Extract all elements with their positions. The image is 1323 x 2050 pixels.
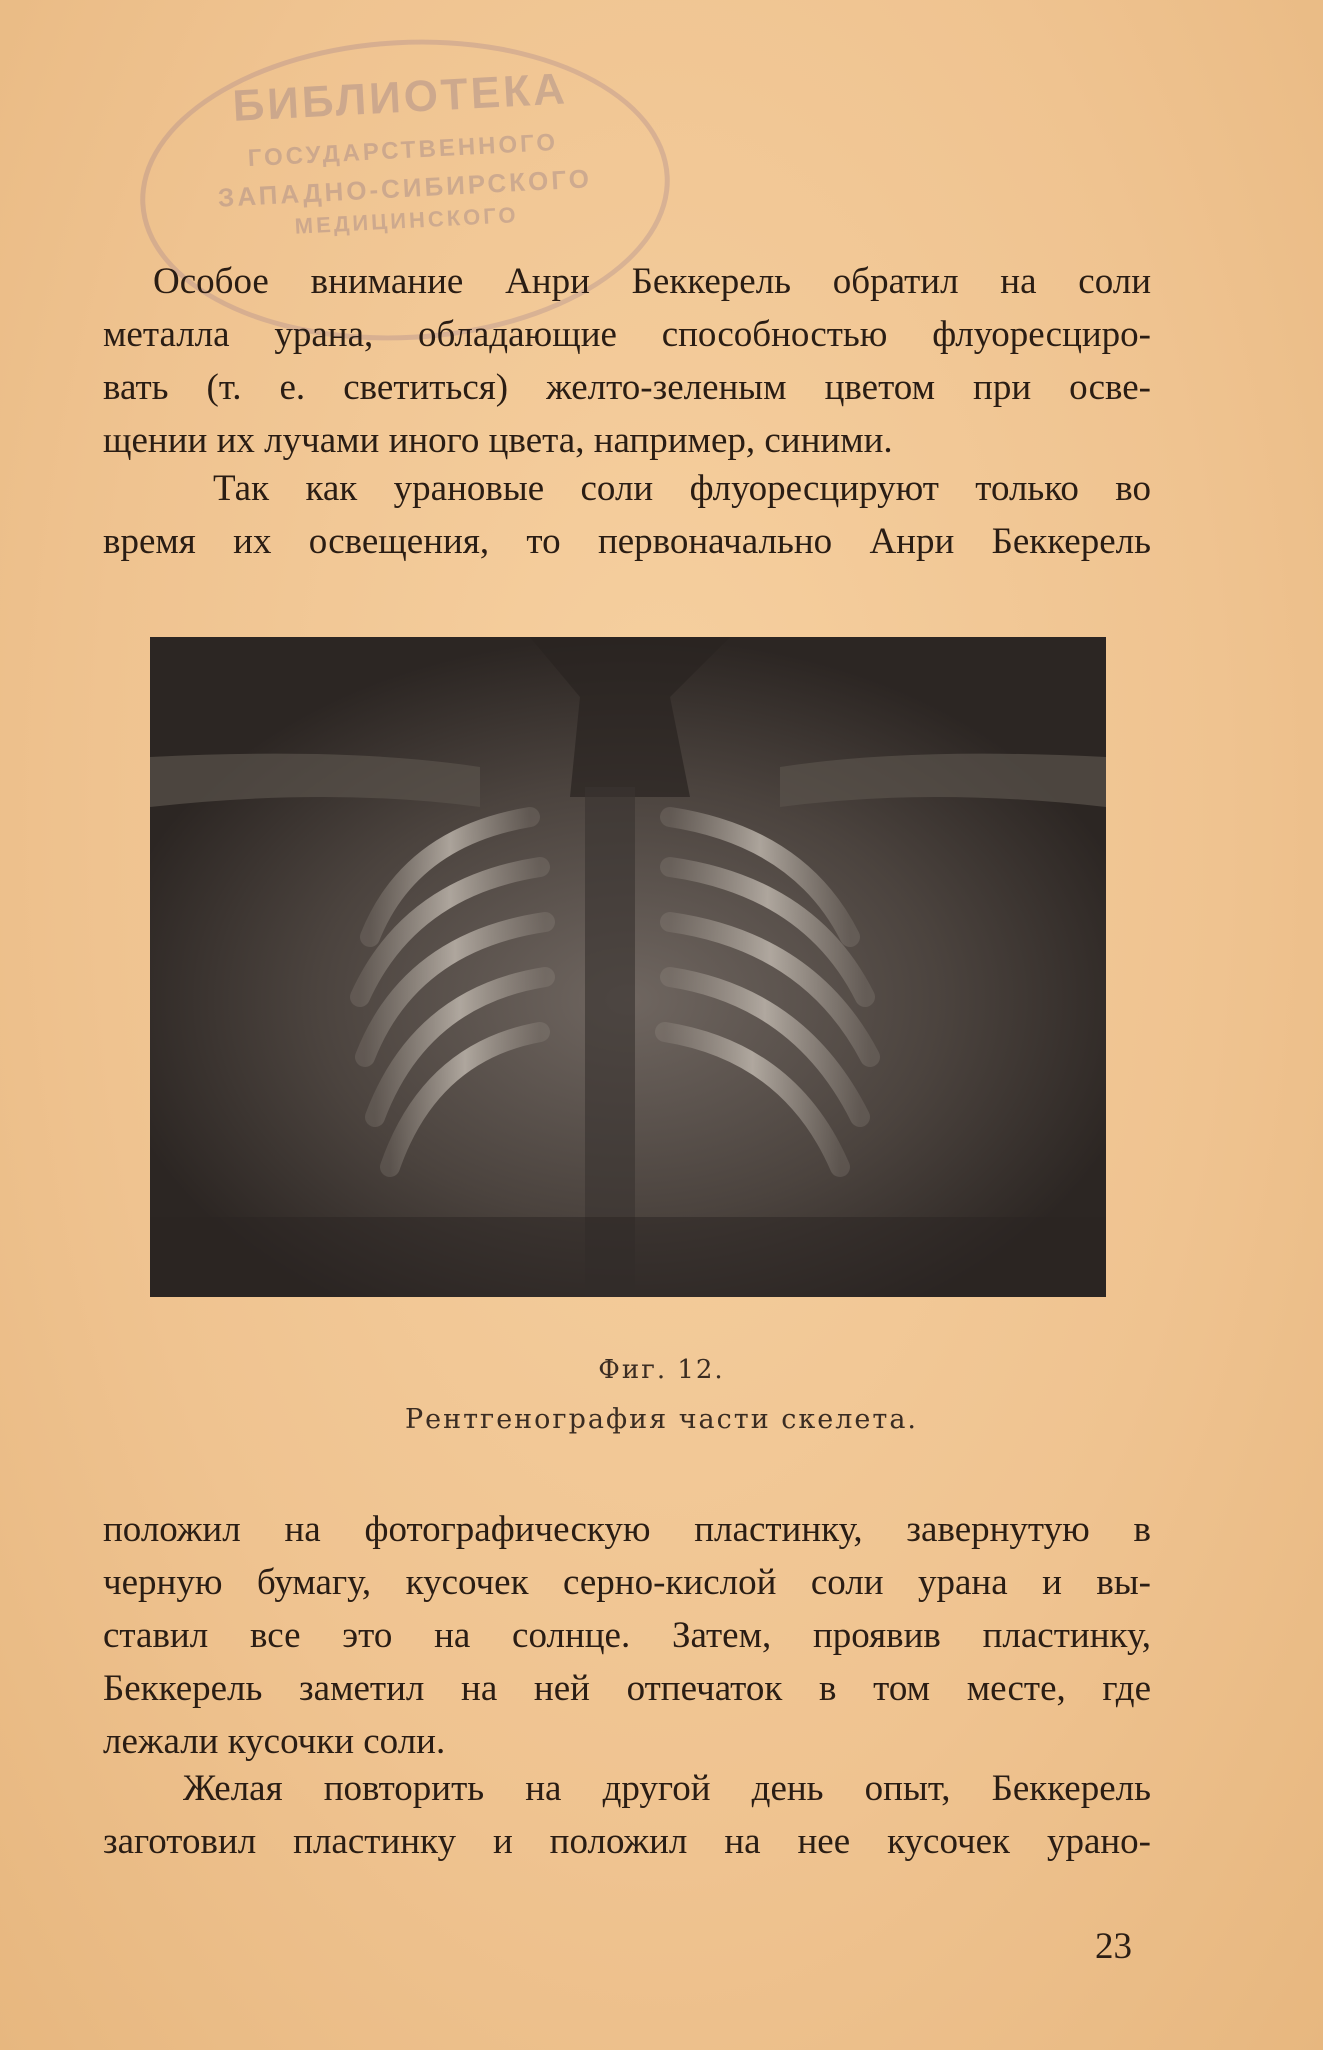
stamp-line-3: ЗАПАДНО-СИБИРСКОГО xyxy=(217,163,593,213)
paragraph-line: лежали кусочки соли. xyxy=(103,1721,446,1762)
paragraph-line: Желая повторить на другой день опыт, Беккерель xyxy=(183,1768,1151,1809)
figure-label: Фиг. 12. xyxy=(598,1355,725,1385)
paragraph-3 xyxy=(103,1503,1151,1768)
paragraph-line: Так как урановые соли флуоресцируют только во xyxy=(213,468,1151,509)
stamp-line-1: БИБЛИОТЕКА xyxy=(231,64,569,131)
paragraph-1 xyxy=(103,255,1151,467)
paragraph-line: ставил все это на солнце. Затем, проявив пластинку, xyxy=(103,1615,1151,1656)
figure-caption: Рентгенография части скелета. xyxy=(404,1404,919,1435)
paragraph-line: положил на фотографическую пластинку, завернутую в xyxy=(103,1509,1151,1550)
paragraph-2 xyxy=(103,462,1151,568)
paragraph-line: черную бумагу, кусочек серно-кислой соли урана и вы- xyxy=(103,1562,1151,1603)
paragraph-line: Беккерель заметил на ней отпечаток в том месте, где xyxy=(103,1668,1151,1709)
xray-figure-image xyxy=(150,637,1106,1297)
stamp-line-4: МЕДИЦИНСКОГО xyxy=(294,202,520,239)
paragraph-line: время их освещения, то первоначально Анри Беккерель xyxy=(103,521,1151,562)
paragraph-4 xyxy=(103,1762,1151,1868)
page-number: 23 xyxy=(1095,1926,1132,1967)
paragraph-line: вать (т. е. светиться) желто-зеленым цветом при осве- xyxy=(103,367,1151,408)
paragraph-line: щении их лучами иного цвета, например, синими. xyxy=(103,420,893,461)
paragraph-line: металла урана, обладающие способностью флуоресциро- xyxy=(103,314,1151,355)
xray-illustration xyxy=(150,637,1106,1297)
stamp-line-2: ГОСУДАРСТВЕННОГО xyxy=(247,128,559,173)
paragraph-line: заготовил пластинку и положил на нее кусочек урано- xyxy=(103,1821,1151,1862)
paragraph-line: Особое внимание Анри Беккерель обратил на соли xyxy=(153,261,1151,302)
